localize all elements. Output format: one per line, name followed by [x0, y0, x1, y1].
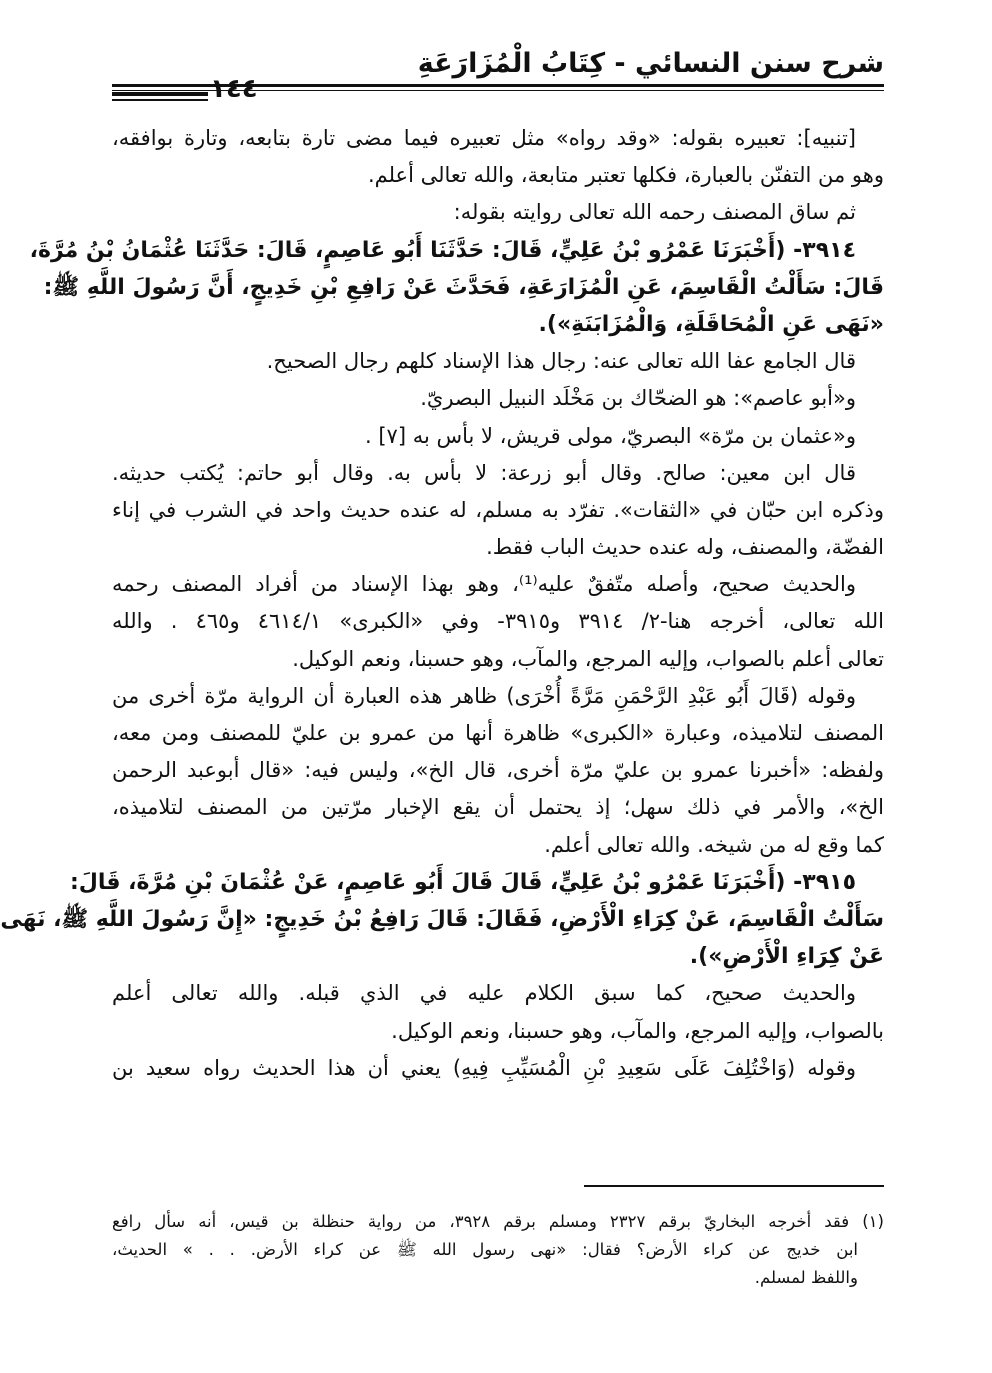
text-line: وقوله (قَالَ أَبُو عَبْدِ الرَّحْمَنِ مَرَّةً أُخْرَى) ظاهر هذه العبارة أن الرواية مرّة أخرى من — [112, 683, 856, 708]
page-number: ١٤٤ — [210, 74, 258, 104]
text-line: وذكره ابن حبّان في «الثقات». تفرّد به مسلم، له عنده حديث واحد في الشرب في إناء — [112, 497, 884, 522]
footnote-line: ابن خديج عن كراء الأرض؟ فقال: «نهى رسول الله ﷺ عن كراء الأرض. . . » الحديث، — [112, 1240, 858, 1259]
text-line: قال ابن معين: صالح. وقال أبو زرعة: لا بأس به. وقال أبو حاتم: يُكتب حديثه. — [112, 460, 856, 485]
text-line: و«أبو عاصم»: هو الضحّاك بن مَخْلَد النبيل البصريّ. — [420, 386, 856, 411]
text-line: وهو من التفنّن بالعبارة، فكلها تعتبر متابعة، والله تعالى أعلم. — [367, 163, 884, 188]
main-text — [0, 120, 884, 1087]
text-line: بالصواب، وإليه المرجع، والمآب، وهو حسبنا، ونعم الوكيل. — [391, 1018, 884, 1043]
footnote-line: واللفظ لمسلم. — [754, 1268, 858, 1287]
text-line: الخ»، والأمر في ذلك سهل؛ إذ يحتمل أن يقع الإخبار مرّتين من المصنف لتلاميذه، — [112, 795, 884, 820]
text-line: و«عثمان بن مرّة» البصريّ، مولى قريش، لا بأس به [٧] . — [365, 423, 856, 448]
text-line: ٣٩١٤- (أَخْبَرَنَا عَمْرُو بْنُ عَلِيٍّ، قَالَ: حَدَّثَنَا أَبُو عَاصِمٍ، قَالَ: حَدَّثَنَا عُثْمَانُ بْنُ مُرَّةَ، — [29, 237, 856, 263]
footnotes — [112, 1208, 884, 1292]
text-line: قال الجامع عفا الله تعالى عنه: رجال هذا الإسناد كلهم رجال الصحيح. — [266, 349, 856, 374]
text-line: وقوله (وَاخْتُلِفَ عَلَى سَعِيدِ بْنِ الْمُسَيِّبِ فِيهِ) يعني أن هذا الحديث رواه سعيد بن — [112, 1055, 856, 1080]
text-line: الله تعالى، أخرجه هنا-٢/ ٣٩١٤ و٣٩١٥- وفي «الكبرى» ٤٦١٤/١ و٤٦٥ . والله — [112, 609, 884, 634]
page-number-rule-secondary — [112, 99, 208, 101]
page-header — [112, 44, 884, 114]
text-line: والحديث صحيح، كما سبق الكلام عليه في الذي قبله. والله تعالى أعلم — [112, 981, 856, 1006]
text-line: [تنبيه]: تعبيره بقوله: «وقد رواه» مثل تعبيره فيما مضى تارة بتابعه، وتارة بوافقه، — [112, 126, 856, 150]
text-line: قَالَ: سَأَلْتُ الْقَاسِمَ، عَنِ الْمُزَارَعَةِ، فَحَدَّثَ عَنْ رَافِعِ بْنِ خَدِيجٍ، أَنَّ رَسُولَ اللَّهِ ﷺ: — [43, 274, 884, 300]
running-title: شرح سنن النسائي - كِتَابُ الْمُزَارَعَةِ — [417, 48, 884, 79]
text-line: سَأَلْتُ الْقَاسِمَ، عَنْ كِرَاءِ الْأَرْضِ، فَقَالَ: قَالَ رَافِعُ بْنُ خَدِيجٍ: «إِنَّ رَسُولَ اللَّهِ ﷺ، نَهَى — [0, 906, 884, 932]
text-line: ثم ساق المصنف رحمه الله تعالى روايته بقوله: — [453, 200, 856, 225]
text-line: «نَهَى عَنِ الْمُحَاقَلَةِ، وَالْمُزَابَنَةِ»). — [538, 311, 884, 337]
footnote-separator — [584, 1185, 884, 1187]
text-line: ٣٩١٥- (أَخْبَرَنَا عَمْرُو بْنُ عَلِيٍّ، قَالَ قَالَ أَبُو عَاصِمٍ، عَنْ عُثْمَانَ بْنِ مُرَّةَ، قَالَ: — [69, 869, 856, 895]
text-line: تعالى أعلم بالصواب، وإليه المرجع، والمآب، وهو حسبنا، ونعم الوكيل. — [292, 646, 884, 671]
text-line: كما وقع له من شيخه. والله تعالى أعلم. — [544, 832, 884, 857]
text-line: والحديث صحيح، وأصله متّفقٌ عليه⁽¹⁾، وهو بهذا الإسناد من أفراد المصنف رحمه — [112, 572, 857, 597]
text-line: ولفظه: «أخبرنا عمرو بن عليّ مرّة أخرى، قال الخ»، وليس فيه: «قال أبوعبد الرحمن — [112, 758, 884, 783]
text-line: المصنف لتلاميذه، وعبارة «الكبرى» ظاهرة أنها من عمرو بن عليّ للمصنف ومن معه، — [112, 721, 884, 745]
footnote-line: (١) فقد أخرجه البخاريّ برقم ٢٣٢٧ ومسلم برقم ٣٩٢٨، من رواية حنظلة بن قيس، أنه سأل رافع — [112, 1212, 884, 1231]
text-line: الفضّة، والمصنف، وله عنده حديث الباب فقط. — [486, 535, 884, 560]
page-number-rule — [112, 92, 208, 96]
text-line: عَنْ كِرَاءِ الْأَرْضِ»). — [689, 944, 884, 970]
